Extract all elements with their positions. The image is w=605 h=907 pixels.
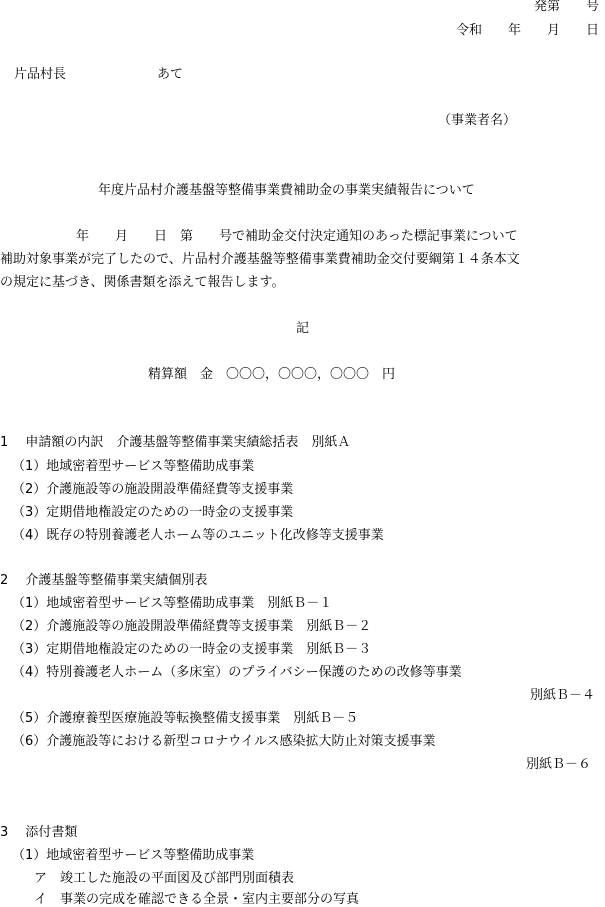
section2-item: （5）介護療養型医療施設等転換整備支援事業 別紙Ｂ－５: [12, 711, 359, 726]
settlement-amount: 精算額 金 〇〇〇，〇〇〇，〇〇〇 円: [148, 367, 396, 382]
section1-heading: 1 申請額の内訳 介護基盤等整備事業実績総括表 別紙Ａ: [0, 435, 351, 450]
addressee: 片品村長 あて: [14, 67, 184, 82]
section2-item6-ref: 別紙Ｂ－６: [525, 757, 591, 772]
section2-heading: 2 介護基盤等整備事業実績個別表: [0, 573, 208, 588]
section3-heading: 3 添付書類: [0, 825, 78, 840]
section3-item-a: ア 竣工した施設の平面図及び部門別面積表: [34, 871, 295, 886]
section3-item-i: イ 事業の完成を確認できる全景・室内主要部分の写真: [34, 892, 360, 907]
body-line-2: 補助対象事業が完了したので、片品村介護基盤等整備事業費補助金交付要綱第１４条本文: [0, 252, 520, 267]
section1-item: （2）介護施設等の施設開設準備経費等支援事業: [12, 482, 294, 497]
section1-item: （4）既存の特別養護老人ホーム等のユニット化改修等支援事業: [12, 528, 384, 543]
section2-item: （4）特別養護老人ホーム（多床室）のプライバシー保護のための改修等事業: [12, 665, 462, 680]
body-line-3: の規定に基づき、関係書類を添えて報告します。: [0, 275, 285, 290]
section2-item4-ref: 別紙Ｂ－４: [529, 688, 595, 703]
document-title: 年度片品村介護基盤等整備事業費補助金の事業実績報告について: [98, 183, 475, 198]
doc-date: 令和 年 月 日: [455, 23, 599, 38]
section2-item: （6）介護施設等における新型コロナウイルス感染拡大防止対策支援事業: [12, 734, 436, 749]
section2-item: （2）介護施設等の施設開設準備経費等支援事業 別紙Ｂ－２: [12, 619, 372, 634]
section1-item: （1）地域密着型サービス等整備助成事業: [12, 459, 255, 474]
ki-heading: 記: [295, 321, 309, 336]
section3-sub1: （1）地域密着型サービス等整備助成事業: [12, 848, 255, 863]
sender-name: （事業者名）: [438, 113, 517, 128]
body-line-1: 年 月 日 第 号で補助金交付決定通知のあった標記事業について: [76, 229, 518, 244]
section1-item: （3）定期借地権設定のための一時金の支援事業: [12, 505, 294, 520]
doc-number: 発第 号: [533, 0, 599, 14]
section2-item: （1）地域密着型サービス等整備助成事業 別紙Ｂ－１: [12, 596, 333, 611]
section2-item: （3）定期借地権設定のための一時金の支援事業 別紙Ｂ－３: [12, 642, 372, 657]
